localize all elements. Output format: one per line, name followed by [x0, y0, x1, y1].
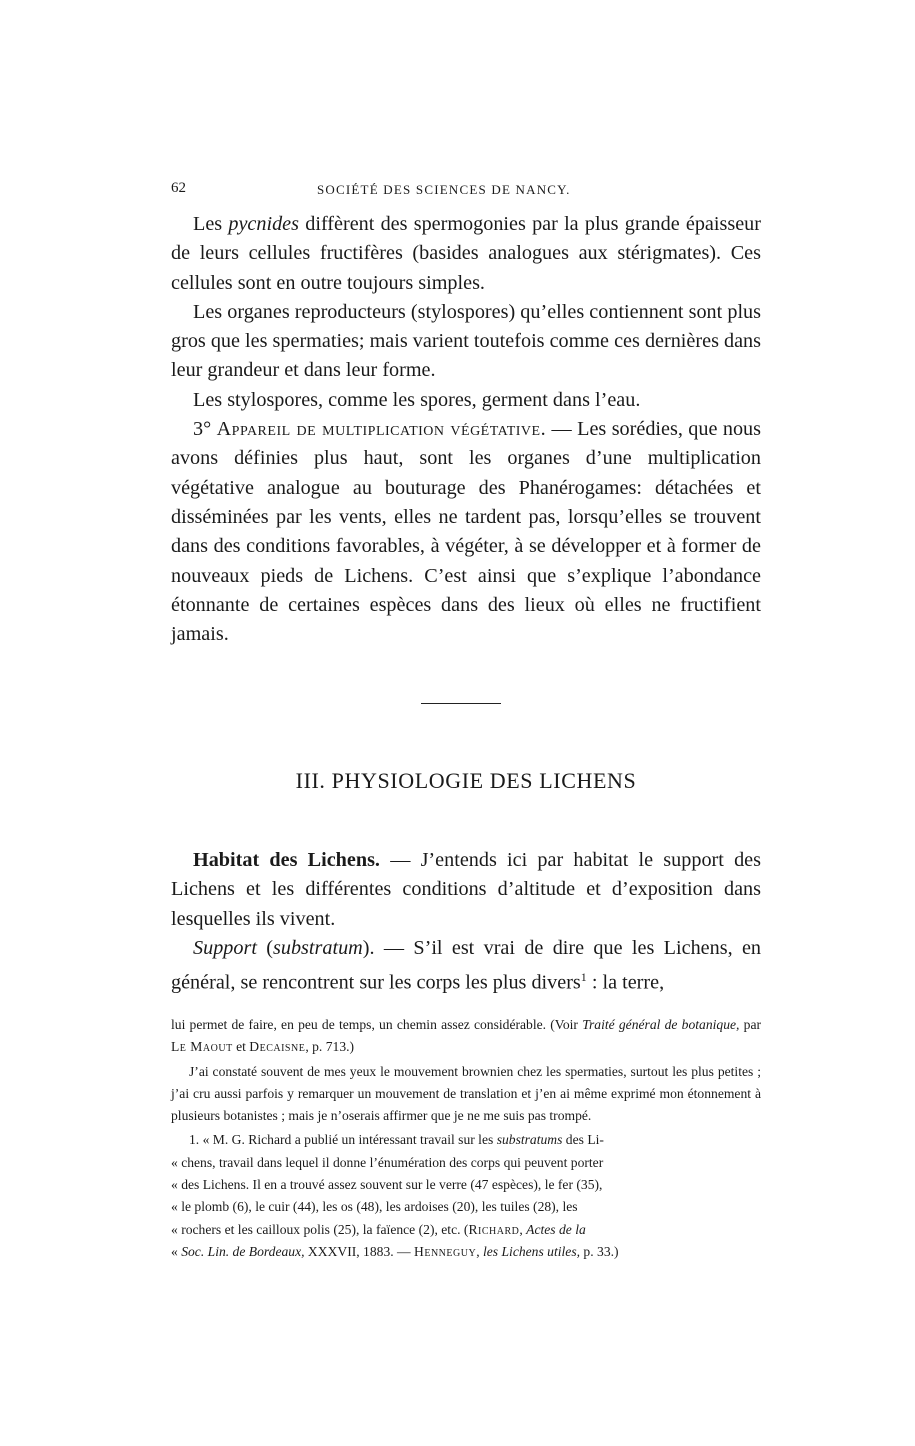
- paragraph-pycnides: Les pycnides diffèrent des spermogonies par la plus grande épaisseur de leurs cellules fructifères (basides analogues aux stérigmates). Ces cellules sont en outre toujours simples.: [171, 213, 761, 294]
- paragraph-vegetative-multiplication: 3° Appareil de multiplication végétative. — Les sorédies, que nous avons définies plus haut, sont les organes d’une multiplication végétative analogue au bouturage des Phanérogames: détachées et disséminées par les vents, elles ne tardent pas, lorsqu’elles se trouvent dans des conditions favorables, à végéter, à se développer et à former de nouveaux pieds de Lichens. C’est ainsi que s’explique l’abondance étonnante de certaines espèces dans des lieux où elles ne fructifient jamais.: [171, 418, 761, 646]
- paragraph-habitat: Habitat des Lichens. — J’entends ici par habitat le support des Lichens et les différentes conditions d’altitude et d’exposition dans lesquelles ils vivent.: [171, 849, 761, 930]
- page-number: 62: [171, 180, 186, 196]
- paragraph-stylospores: Les organes reproducteurs (stylospores) qu’elles contiennent sont plus gros que les spermaties; mais varient toutefois comme ces dernières dans leur grandeur et dans leur forme.: [171, 300, 761, 382]
- habitat-heading: Habitat des Lichens.: [193, 849, 380, 871]
- term-pycnides: pycnides: [228, 213, 300, 235]
- section-divider: [421, 703, 501, 704]
- main-text-top: [171, 210, 761, 649]
- footnote-continued: lui permet de faire, en peu de temps, un chemin assez considérable. (Voir Traité général de botanique, par Le Maout et Decaisne, p. 713.): [171, 1017, 762, 1055]
- subsection-heading: Appareil de multiplication végétative.: [216, 418, 547, 441]
- paragraph-support: Support (substratum). — S’il est vrai de dire que les Lichens, en général, se rencontrent sur les corps les plus divers$^1$ : la terre,: [171, 936, 761, 994]
- footnotes: [171, 1014, 761, 1263]
- footnote-brownian: J’ai constaté souvent de mes yeux le mouvement brownien chez les spermaties, surtout les plus petites ; j’ai cru aussi parfois y remarquer un mouvement de translation et j’en ai même exprimé mon étonnement à plusieurs botanistes ; mais je n’oserais affirmer que je ne me suis pas trompé.: [171, 1063, 761, 1124]
- section-title: III. PHYSIOLOGIE DES LICHENS: [295, 768, 637, 793]
- running-header: [171, 180, 761, 202]
- footnote-ref: 1: [580, 970, 587, 985]
- main-text-bottom: [171, 846, 761, 998]
- running-title: SOCIÉTÉ DES SCIENCES DE NANCY.: [317, 182, 571, 197]
- footnote-1: 1. « M. G. Richard a publié un intéressant travail sur les substratums des Li- « chens, travail dans lequel il donne l’énumération des corps qui peuvent porter « des Lichens. Il en a trouvé assez souvent sur le verre (47 espèces), le fer (35), « le plomb (6), le cuir (44), les os (48), les ardoises (20), les tuiles (28), les « rochers et les cailloux polis (25), la faïence (2), etc. (Richard, Actes de la « Soc. Lin. de Bordeaux, XXXVII, 1883. — Henneguy, les Lichens utiles, p. 33.): [171, 1132, 619, 1259]
- paragraph-germination: Les stylospores, comme les spores, germent dans l’eau.: [193, 388, 641, 411]
